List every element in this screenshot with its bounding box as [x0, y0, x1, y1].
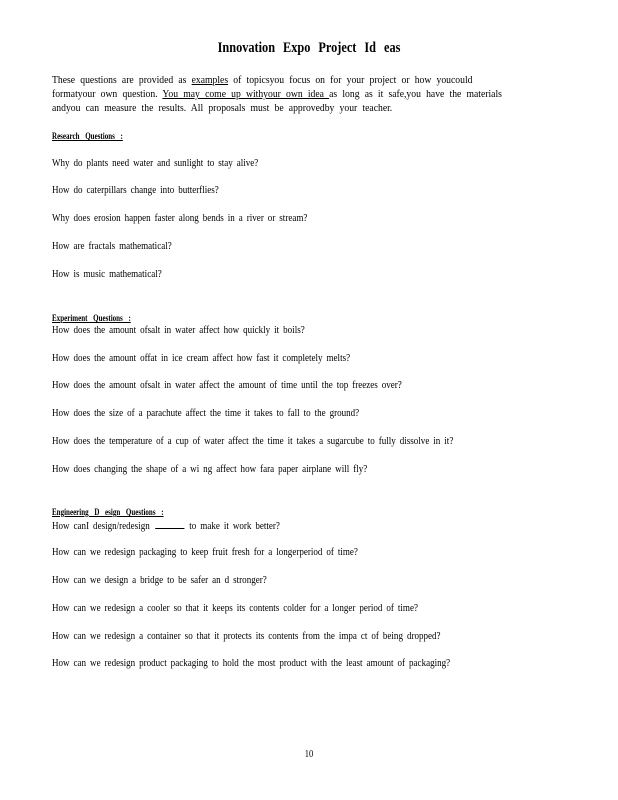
research-question: How are fractals mathematical? [52, 241, 172, 252]
research-question: How do caterpillars change into butterflies? [52, 185, 219, 196]
intro-text-2: of topicsyou focus on for your project or how youcould formatyour own question. [52, 75, 473, 100]
research-questions-heading: Research Questions : [52, 131, 123, 141]
experiment-question: How does the amount offat in ice cream affect how fast it completely melts? [52, 353, 351, 364]
engineering-question [52, 519, 280, 532]
intro-paragraph [52, 74, 512, 116]
experiment-questions-heading: Experiment Questions : [52, 313, 131, 323]
engineering-question: How can we design a bridge to be safer an d stronger? [52, 575, 267, 586]
engineering-question: How can we redesign packaging to keep fruit fresh for a longerperiod of time? [52, 547, 358, 558]
engineering-question: How can we redesign product packaging to hold the most product with the least amount of packaging? [52, 658, 451, 669]
experiment-question: How does changing the shape of a wi ng affect how fara paper airplane will fly? [52, 464, 368, 475]
engineering-question: How can we redesign a cooler so that it keeps its contents colder for a longer period of time? [52, 603, 418, 614]
engineering-question-first-rest: to make it work better? [189, 521, 280, 532]
engineering-question-first-part: How canI design/redesign [52, 521, 150, 532]
page-number: 10 [304, 749, 314, 760]
research-question: Why do plants need water and sunlight to stay alive? [52, 158, 259, 169]
research-question: How is music mathematical? [52, 269, 162, 280]
intro-examples-underlined: examples [191, 75, 229, 86]
experiment-question: How does the amount ofsalt in water affect the amount of time until the top freezes over? [52, 380, 402, 391]
research-question: Why does erosion happen faster along bends in a river or stream? [52, 213, 308, 224]
experiment-question: How does the temperature of a cup of water affect the time it takes a sugarcube to fully dissolve in it? [52, 436, 454, 447]
intro-text-3: as long as it safe,you have the materials andyou can measure the results. All proposals must be approvedby your teacher. [52, 89, 502, 114]
experiment-question: How does the size of a parachute affect the time it takes to fall to the ground? [52, 408, 360, 419]
experiment-question: How does the amount ofsalt in water affect how quickly it boils? [52, 325, 305, 336]
fill-in-blank-line [155, 519, 184, 529]
engineering-design-questions-heading: Engineering D esign Questions : [52, 507, 164, 517]
intro-text-1: These questions are provided as [52, 75, 192, 86]
page-title: Innovation Expo Project Id eas [217, 40, 401, 56]
engineering-question: How can we redesign a container so that it protects its contents from the impa ct of being dropped? [52, 631, 441, 642]
intro-own-idea-underlined: You may come up withyour own idea [162, 89, 330, 100]
